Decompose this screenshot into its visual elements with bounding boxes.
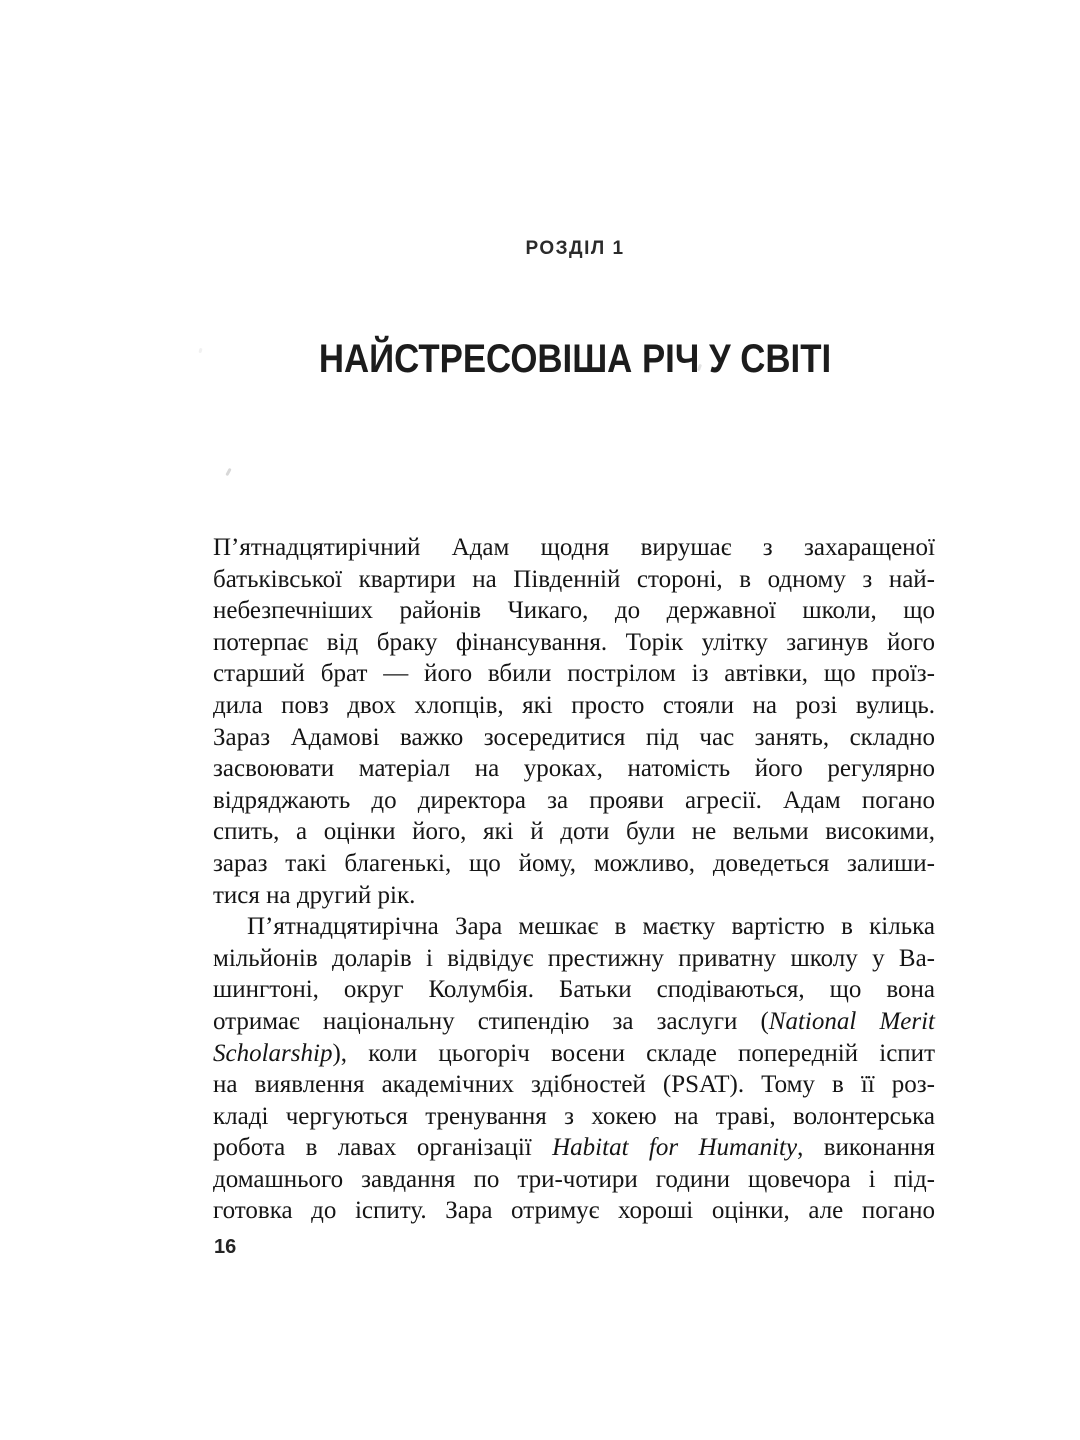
text-segment: засвоювати матеріал на уроках, натомість його регулярно	[213, 755, 935, 783]
text-line	[213, 816, 935, 848]
page-number: 16	[214, 1236, 237, 1258]
text-line	[213, 1132, 935, 1164]
text-line	[213, 974, 935, 1006]
text-segment: отримає національну стипендію за заслуги (	[213, 1007, 769, 1035]
text-line	[213, 1069, 935, 1101]
text-segment: тися на другий рік.	[213, 881, 416, 909]
text-segment: старший брат — його вбили пострілом із автівки, що проїз-	[213, 660, 935, 688]
text-segment: спить, а оцінки його, які й доти були не вельми високими,	[213, 818, 935, 846]
text-segment: ), коли цьогоріч восени складе попередній іспит	[332, 1039, 935, 1067]
text-segment: дила повз двох хлопців, які просто стояли на розі вулиць.	[213, 691, 935, 719]
text-segment: П’ятнадцятирічна Зара мешкає в маєтку вартістю в кілька	[247, 913, 935, 941]
text-line	[213, 911, 935, 943]
text-line	[213, 753, 935, 785]
text-line	[213, 1164, 935, 1196]
scan-speck	[225, 468, 231, 476]
text-segment: готовка до іспиту. Зара отримує хороші оцінки, але погано	[213, 1197, 935, 1225]
text-segment: зараз такі благенькі, що йому, можливо, доведеться залиши-	[213, 849, 935, 877]
text-segment: , виконання	[797, 1134, 935, 1162]
chapter-label: РОЗДІЛ 1	[525, 238, 625, 259]
text-segment: кладі чергуються тренування з хокею на траві, волонтерська	[213, 1102, 935, 1130]
text-segment: мільйонів доларів і відвідує престижну приватну школу у Ва-	[213, 944, 935, 972]
text-line	[213, 785, 935, 817]
text-segment: відряджають до директора за прояви агресії. Адам погано	[213, 786, 935, 814]
text-line	[213, 658, 935, 690]
text-line	[213, 564, 935, 596]
text-line	[213, 880, 935, 912]
text-segment: робота в лавах організації	[213, 1134, 553, 1162]
chapter-title: НАЙСТРЕСОВІША РІЧ У СВІТІ	[318, 337, 832, 381]
text-line	[213, 595, 935, 627]
text-line	[213, 532, 935, 564]
italic-phrase: Habitat for Humanity	[552, 1134, 798, 1162]
text-segment: П’ятнадцятирічний Адам щодня вирушає з захаращеної	[213, 534, 935, 561]
text-line	[213, 848, 935, 880]
text-line	[213, 1038, 935, 1070]
text-segment: на виявлення академічних здібностей (PSAT). Тому в її роз-	[213, 1071, 935, 1099]
text-line	[213, 722, 935, 754]
text-segment: батьківської квартири на Південній стороні, в одному з най-	[213, 565, 935, 593]
scan-speck	[198, 348, 202, 354]
text-line	[213, 690, 935, 722]
italic-phrase: Scholarship	[213, 1039, 333, 1067]
italic-phrase: National Merit	[768, 1007, 935, 1035]
text-line	[213, 1006, 935, 1038]
text-segment: шингтоні, округ Колумбія. Батьки сподіваються, що вона	[213, 976, 935, 1004]
text-line	[213, 943, 935, 975]
text-segment: домашнього завдання по три-чотири години щовечора і під-	[213, 1165, 935, 1193]
text-line	[213, 627, 935, 659]
text-segment: Зараз Адамові важко зосередитися під час занять, складно	[213, 723, 935, 751]
text-segment: небезпечніших районів Чикаго, до державної школи, що	[213, 597, 935, 625]
text-line	[213, 1195, 935, 1227]
body-text	[213, 532, 935, 1227]
text-segment: потерпає від браку фінансування. Торік улітку загинув його	[213, 628, 935, 656]
text-line	[213, 1101, 935, 1133]
